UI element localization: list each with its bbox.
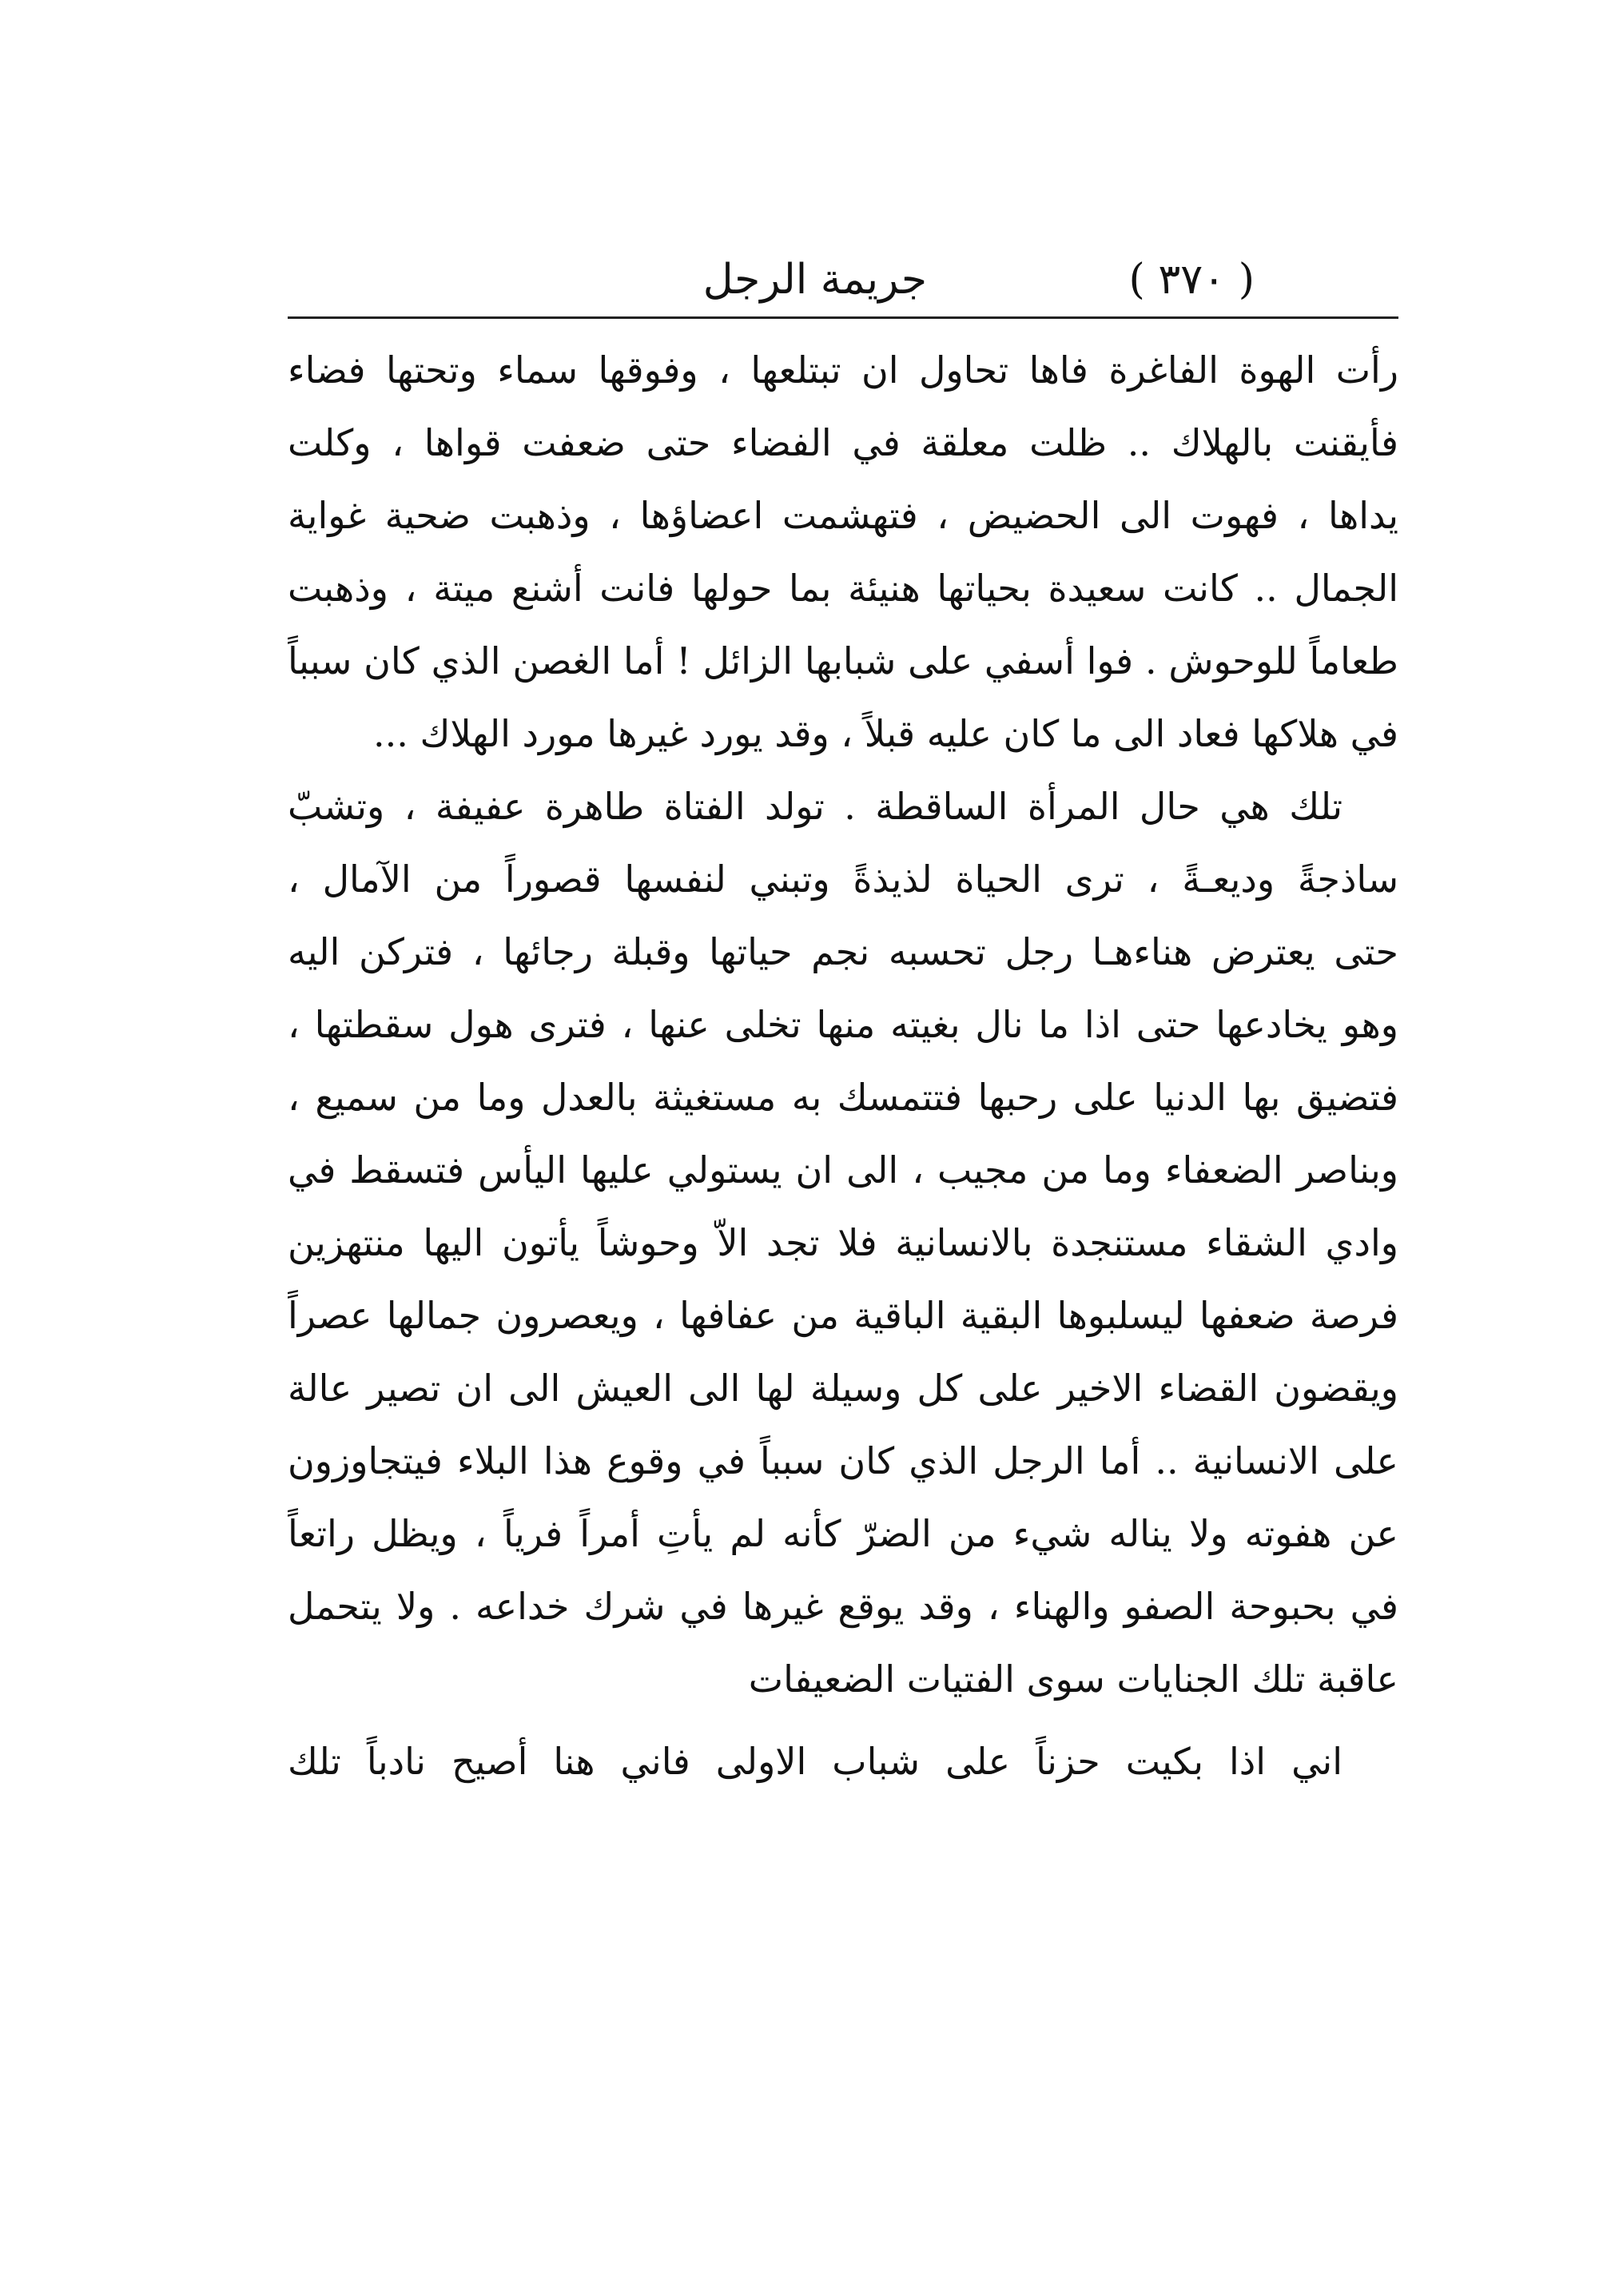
text-line: على الانسانية .. أما الرجل الذي كان سبباً في وقوع هذا البلاء فيتجاوزون — [288, 1439, 1398, 1482]
text-line: اني اذا بكيت حزناً على شباب الاولى فاني هنا أصيح نادباً تلك — [288, 1740, 1342, 1783]
paragraph-1 — [288, 334, 1398, 770]
paragraph-2 — [288, 770, 1398, 1716]
text-line: في بحبوحة الصفو والهناء ، وقد يوقع غيرها في شرك خداعه . ولا يتحمل — [288, 1585, 1398, 1628]
text-line: فتضيق بها الدنيا على رحبها فتتمسك به مستغيثة بالعدل وما من سميع ، — [288, 1076, 1398, 1119]
text-line: عاقبة تلك الجنايات سوى الفتيات الضعيفات — [748, 1657, 1398, 1701]
text-line: وبناصر الضعفاء وما من مجيب ، الى ان يستولي عليها اليأس فتسقط في — [288, 1148, 1398, 1192]
text-line: الجمال .. كانت سعيدة بحياتها هنيئة بما حولها فانت أشنع ميتة ، وذهبت — [288, 567, 1398, 610]
page-number: ( ٣٧٠ ) — [1128, 256, 1255, 304]
body-text — [288, 334, 1398, 1798]
text-line: عن هفوته ولا يناله شيء من الضرّ كأنه لم يأتِ أمراً فرياً ، ويظل راتعاً — [288, 1512, 1398, 1555]
text-line: فأيقنت بالهلاك .. ظلت معلقة في الفضاء حتى ضعفت قواها ، وكلت — [288, 421, 1398, 464]
header-rule — [288, 316, 1398, 319]
text-line: حتى يعترض هناءهـا رجل تحسبه نجم حياتها وقبلة رجائها ، فتركن اليه — [288, 930, 1398, 973]
text-line: ساذجةً وديعـةً ، ترى الحياة لذيذةً وتبني لنفسها قصوراً من الآمال ، — [288, 858, 1398, 901]
text-line: ويقضون القضاء الاخير على كل وسيلة لها الى العيش الى ان تصير عالة — [288, 1367, 1398, 1410]
text-line: تلك هي حال المرأة الساقطة . تولد الفتاة طاهرة عفيفة ، وتشبّ — [288, 785, 1342, 828]
text-line: فرصة ضعفها ليسلبوها البقية الباقية من عفافها ، ويعصرون جمالها عصراً — [288, 1294, 1398, 1337]
text-line: يداها ، فهوت الى الحضيض ، فتهشمت اعضاؤها ، وذهبت ضحية غواية — [288, 494, 1398, 537]
text-line: في هلاكها فعاد الى ما كان عليه قبلاً ، وقد يورد غيرها مورد الهلاك ... — [373, 712, 1398, 755]
text-line: وهو يخادعها حتى اذا ما نال بغيته منها تخلى عنها ، فترى هول سقطتها ، — [288, 1003, 1398, 1046]
running-title: جريمة الرجل — [702, 256, 927, 304]
page-header — [288, 248, 1255, 312]
text-line: طعاماً للوحوش . فوا أسفي على شبابها الزائل ! أما الغصن الذي كان سبباً — [288, 639, 1398, 682]
text-line: رأت الهوة الفاغرة فاها تحاول ان تبتلعها ، وفوقها سماء وتحتها فضاء — [288, 348, 1398, 392]
paragraph-3 — [288, 1725, 1398, 1798]
text-line: وادي الشقاء مستنجدة بالانسانية فلا تجد الاّ وحوشاً يأتون اليها منتهزين — [288, 1221, 1398, 1264]
paragraph-gap — [288, 1716, 1398, 1725]
